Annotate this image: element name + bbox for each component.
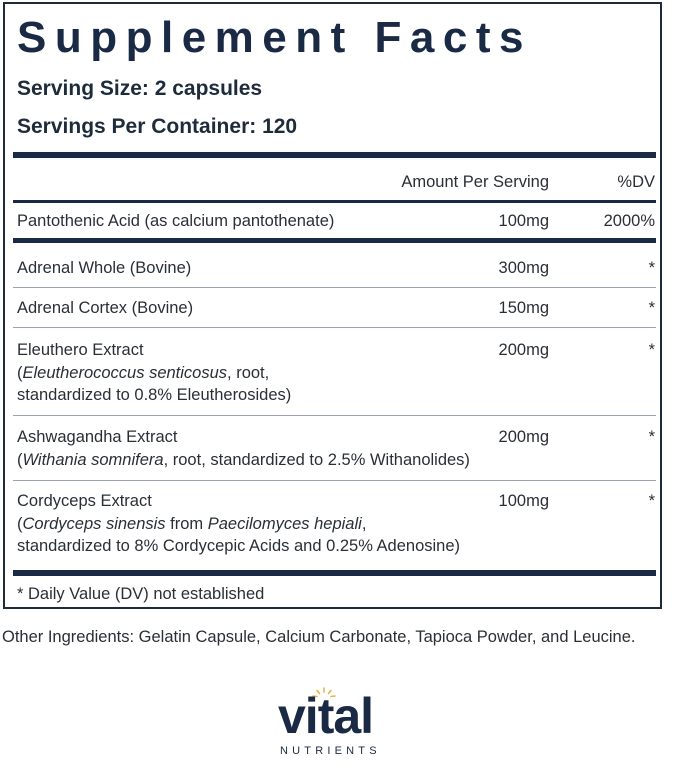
row-name-cordyceps: Cordyceps Extract <box>17 492 152 510</box>
row-sub-cordyceps-line2: standardized to 8% Cordycepic Acids and 0.25% Adenosine) <box>17 537 461 555</box>
sub-text-end: , <box>361 515 367 533</box>
row-name-eleuthero: Eleuthero Extract <box>17 341 144 359</box>
column-header-amount: Amount Per Serving <box>401 173 549 191</box>
sub-text: , root, <box>227 364 270 382</box>
row-sub-cordyceps: (Cordyceps sinensis from Paecilomyces hepiali, <box>17 515 367 533</box>
row-divider <box>13 415 656 416</box>
brand-logo <box>278 688 404 760</box>
latin-name-2: Paecilomyces hepiali <box>207 515 362 533</box>
row-dv-adrenal-cortex: * <box>648 299 655 317</box>
sub-text: , root, standardized to 2.5% Withanolides) <box>163 451 470 469</box>
latin-name: Withania somnifera <box>22 451 164 469</box>
row-divider <box>13 287 656 288</box>
row-divider <box>13 480 656 481</box>
row-amount-cordyceps: 100mg <box>498 492 549 510</box>
row-dv-pantothenic-acid: 2000% <box>603 212 655 230</box>
row-amount-ashwagandha: 200mg <box>498 428 549 446</box>
logo-wordmark: vital <box>278 688 374 744</box>
row-sub-eleuthero-line2: standardized to 0.8% Eleutherosides) <box>17 386 292 404</box>
row-amount-adrenal-whole: 300mg <box>498 259 549 277</box>
divider-header <box>13 200 656 203</box>
thick-divider-top <box>13 152 656 158</box>
row-dv-ashwagandha: * <box>648 428 655 446</box>
row-name-pantothenic-acid: Pantothenic Acid (as calcium pantothenate) <box>17 212 335 230</box>
row-dv-cordyceps: * <box>648 492 655 510</box>
latin-name: Eleutherococcus senticosus <box>22 364 228 382</box>
servings-per-container: Servings Per Container: 120 <box>17 115 298 138</box>
footnote: * Daily Value (DV) not established <box>17 585 265 603</box>
row-name-adrenal-whole: Adrenal Whole (Bovine) <box>17 259 192 277</box>
row-amount-adrenal-cortex: 150mg <box>498 299 549 317</box>
row-name-ashwagandha: Ashwagandha Extract <box>17 428 178 446</box>
row-name-adrenal-cortex: Adrenal Cortex (Bovine) <box>17 299 194 317</box>
thick-divider-bottom <box>13 570 656 576</box>
row-amount-eleuthero: 200mg <box>498 341 549 359</box>
other-ingredients: Other Ingredients: Gelatin Capsule, Calcium Carbonate, Tapioca Powder, and Leucine. <box>2 628 636 646</box>
supplement-facts-panel <box>3 2 662 609</box>
row-amount-pantothenic-acid: 100mg <box>498 212 549 230</box>
sub-text: from <box>165 515 208 533</box>
row-dv-adrenal-whole: * <box>648 259 655 277</box>
column-header-dv: %DV <box>617 173 655 191</box>
row-sub-eleuthero: (Eleutherococcus senticosus, root, <box>17 364 270 382</box>
logo-subtitle: NUTRIENTS <box>280 745 381 757</box>
row-sub-ashwagandha: (Withania somnifera, root, standardized to 2.5% Withanolides) <box>17 451 470 469</box>
row-divider <box>13 327 656 328</box>
panel-title: Supplement Facts <box>17 13 532 62</box>
row-dv-eleuthero: * <box>648 341 655 359</box>
thick-divider-middle <box>13 238 656 243</box>
serving-size: Serving Size: 2 capsules <box>17 77 263 100</box>
latin-name: Cordyceps sinensis <box>22 515 166 533</box>
